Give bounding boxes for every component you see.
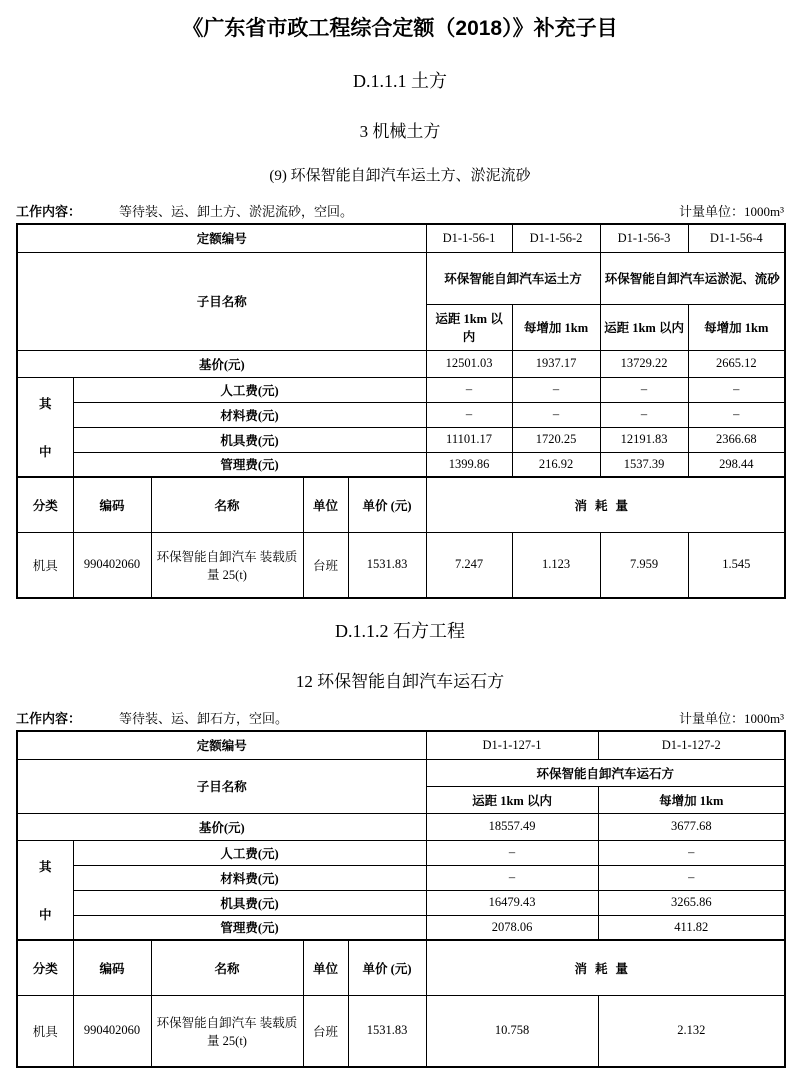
quota-code: D1-1-127-2 [598, 731, 785, 759]
base-price-value: 3677.68 [598, 813, 785, 840]
among-char: 其 [38, 396, 52, 411]
among-char: 中 [38, 907, 52, 922]
fee-value: 1399.86 [426, 452, 512, 477]
work-content-text: 等待装、运、卸石方，空回。 [119, 711, 289, 726]
quota-no-label: 定额编号 [17, 731, 426, 759]
unit-label: 计量单位： [678, 711, 744, 726]
fee-value: – [688, 402, 785, 427]
fee-value: – [688, 377, 785, 402]
col-header-code: 编码 [73, 477, 151, 532]
fee-value: 1537.39 [600, 452, 688, 477]
fee-value: – [426, 840, 598, 865]
fee-label: 管理费(元) [73, 452, 426, 477]
fee-value: 16479.43 [426, 890, 598, 915]
col-header-code: 编码 [73, 940, 151, 995]
group-header: 环保智能自卸汽车运淤泥、流砂 [600, 252, 785, 304]
quota-code: D1-1-56-2 [512, 224, 600, 252]
unit-value: 1000m³ [743, 711, 784, 726]
fee-value: – [598, 865, 785, 890]
base-price-value: 1937.17 [512, 350, 600, 377]
fee-label: 人工费(元) [73, 377, 426, 402]
fee-value: – [426, 377, 512, 402]
among-char: 其 [38, 859, 52, 874]
col-header-name: 名称 [151, 940, 303, 995]
work-content-label: 工作内容： [16, 204, 82, 219]
subhead: 运距 1km 以内 [426, 304, 512, 350]
consumption-value: 7.247 [426, 532, 512, 598]
quota-code: D1-1-56-3 [600, 224, 688, 252]
machine-price: 1531.83 [348, 532, 426, 598]
base-price-value: 2665.12 [688, 350, 785, 377]
col-header-price: 单价 (元) [348, 940, 426, 995]
col-header-category: 分类 [17, 940, 73, 995]
machine-name: 环保智能自卸汽车 装载质量 25(t) [151, 995, 303, 1067]
section2-workline [16, 708, 784, 727]
group-header: 环保智能自卸汽车运土方 [426, 252, 600, 304]
base-price-value: 18557.49 [426, 813, 598, 840]
fee-label: 管理费(元) [73, 915, 426, 940]
fee-value: – [600, 402, 688, 427]
machine-unit: 台班 [303, 995, 348, 1067]
machine-category: 机具 [17, 995, 73, 1067]
fee-value: 298.44 [688, 452, 785, 477]
base-price-label: 基价(元) [17, 813, 426, 840]
col-header-consumption: 消耗量 [426, 477, 785, 532]
group-header: 环保智能自卸汽车运石方 [426, 759, 785, 786]
subhead: 每增加 1km [598, 786, 785, 813]
quota-no-label: 定额编号 [17, 224, 426, 252]
subhead: 每增加 1km [688, 304, 785, 350]
section2-unit-row [679, 708, 784, 727]
section1-chapter-heading: D.1.1.1 土方 [353, 71, 447, 91]
fee-value: – [598, 840, 785, 865]
work-content-label: 工作内容： [16, 711, 82, 726]
fee-value: 216.92 [512, 452, 600, 477]
consumption-value: 7.959 [600, 532, 688, 598]
col-header-category: 分类 [17, 477, 73, 532]
subhead: 每增加 1km [512, 304, 600, 350]
base-price-label: 基价(元) [17, 350, 426, 377]
quota-code: D1-1-56-4 [688, 224, 785, 252]
fee-value: 411.82 [598, 915, 785, 940]
fee-label: 材料费(元) [73, 402, 426, 427]
base-price-value: 12501.03 [426, 350, 512, 377]
document-title: 《广东省市政工程综合定额（2018）》补充子目 [182, 17, 618, 40]
fee-label: 人工费(元) [73, 840, 426, 865]
consumption-value: 1.545 [688, 532, 785, 598]
section2-section-heading: 12 环保智能自卸汽车运石方 [295, 672, 505, 691]
fee-label: 机具费(元) [73, 890, 426, 915]
consumption-value: 1.123 [512, 532, 600, 598]
fee-value: 2078.06 [426, 915, 598, 940]
unit-label: 计量单位： [678, 204, 744, 219]
section2-work-content-row [16, 708, 288, 727]
fee-value: 12191.83 [600, 427, 688, 452]
item-name-label: 子目名称 [17, 759, 426, 813]
section2-chapter-heading: D.1.1.2 石方工程 [335, 621, 465, 641]
among-cell [17, 840, 73, 940]
consumption-value: 10.758 [426, 995, 598, 1067]
section1-section-heading: 3 机械土方 [359, 122, 441, 141]
section1-work-content-row [16, 201, 353, 220]
fee-label: 机具费(元) [73, 427, 426, 452]
subhead: 运距 1km 以内 [600, 304, 688, 350]
subhead: 运距 1km 以内 [426, 786, 598, 813]
quota-code: D1-1-127-1 [426, 731, 598, 759]
work-content-text: 等待装、运、卸土方、淤泥流砂，空回。 [119, 204, 354, 219]
col-header-unit: 单位 [303, 477, 348, 532]
fee-value: – [426, 402, 512, 427]
consumption-value: 2.132 [598, 995, 785, 1067]
machine-unit: 台班 [303, 532, 348, 598]
machine-price: 1531.83 [348, 995, 426, 1067]
section1-unit-row [679, 201, 784, 220]
fee-value: – [600, 377, 688, 402]
quota-code: D1-1-56-1 [426, 224, 512, 252]
fee-value: – [512, 377, 600, 402]
machine-code: 990402060 [73, 532, 151, 598]
col-header-consumption: 消耗量 [426, 940, 785, 995]
machine-name: 环保智能自卸汽车 装载质量 25(t) [151, 532, 303, 598]
section1-item-heading: (9) 环保智能自卸汽车运土方、淤泥流砂 [269, 168, 531, 184]
col-header-name: 名称 [151, 477, 303, 532]
fee-value: 11101.17 [426, 427, 512, 452]
unit-value: 1000m³ [743, 204, 784, 219]
quota-table-1 [16, 223, 786, 599]
item-name-label: 子目名称 [17, 252, 426, 350]
machine-code: 990402060 [73, 995, 151, 1067]
quota-table-2 [16, 730, 786, 1068]
fee-value: 3265.86 [598, 890, 785, 915]
fee-value: – [426, 865, 598, 890]
fee-value: – [512, 402, 600, 427]
fee-value: 2366.68 [688, 427, 785, 452]
col-header-unit: 单位 [303, 940, 348, 995]
fee-label: 材料费(元) [73, 865, 426, 890]
col-header-price: 单价 (元) [348, 477, 426, 532]
section1-workline [16, 201, 784, 220]
machine-category: 机具 [17, 532, 73, 598]
base-price-value: 13729.22 [600, 350, 688, 377]
fee-value: 1720.25 [512, 427, 600, 452]
among-cell [17, 377, 73, 477]
among-char: 中 [38, 444, 52, 459]
